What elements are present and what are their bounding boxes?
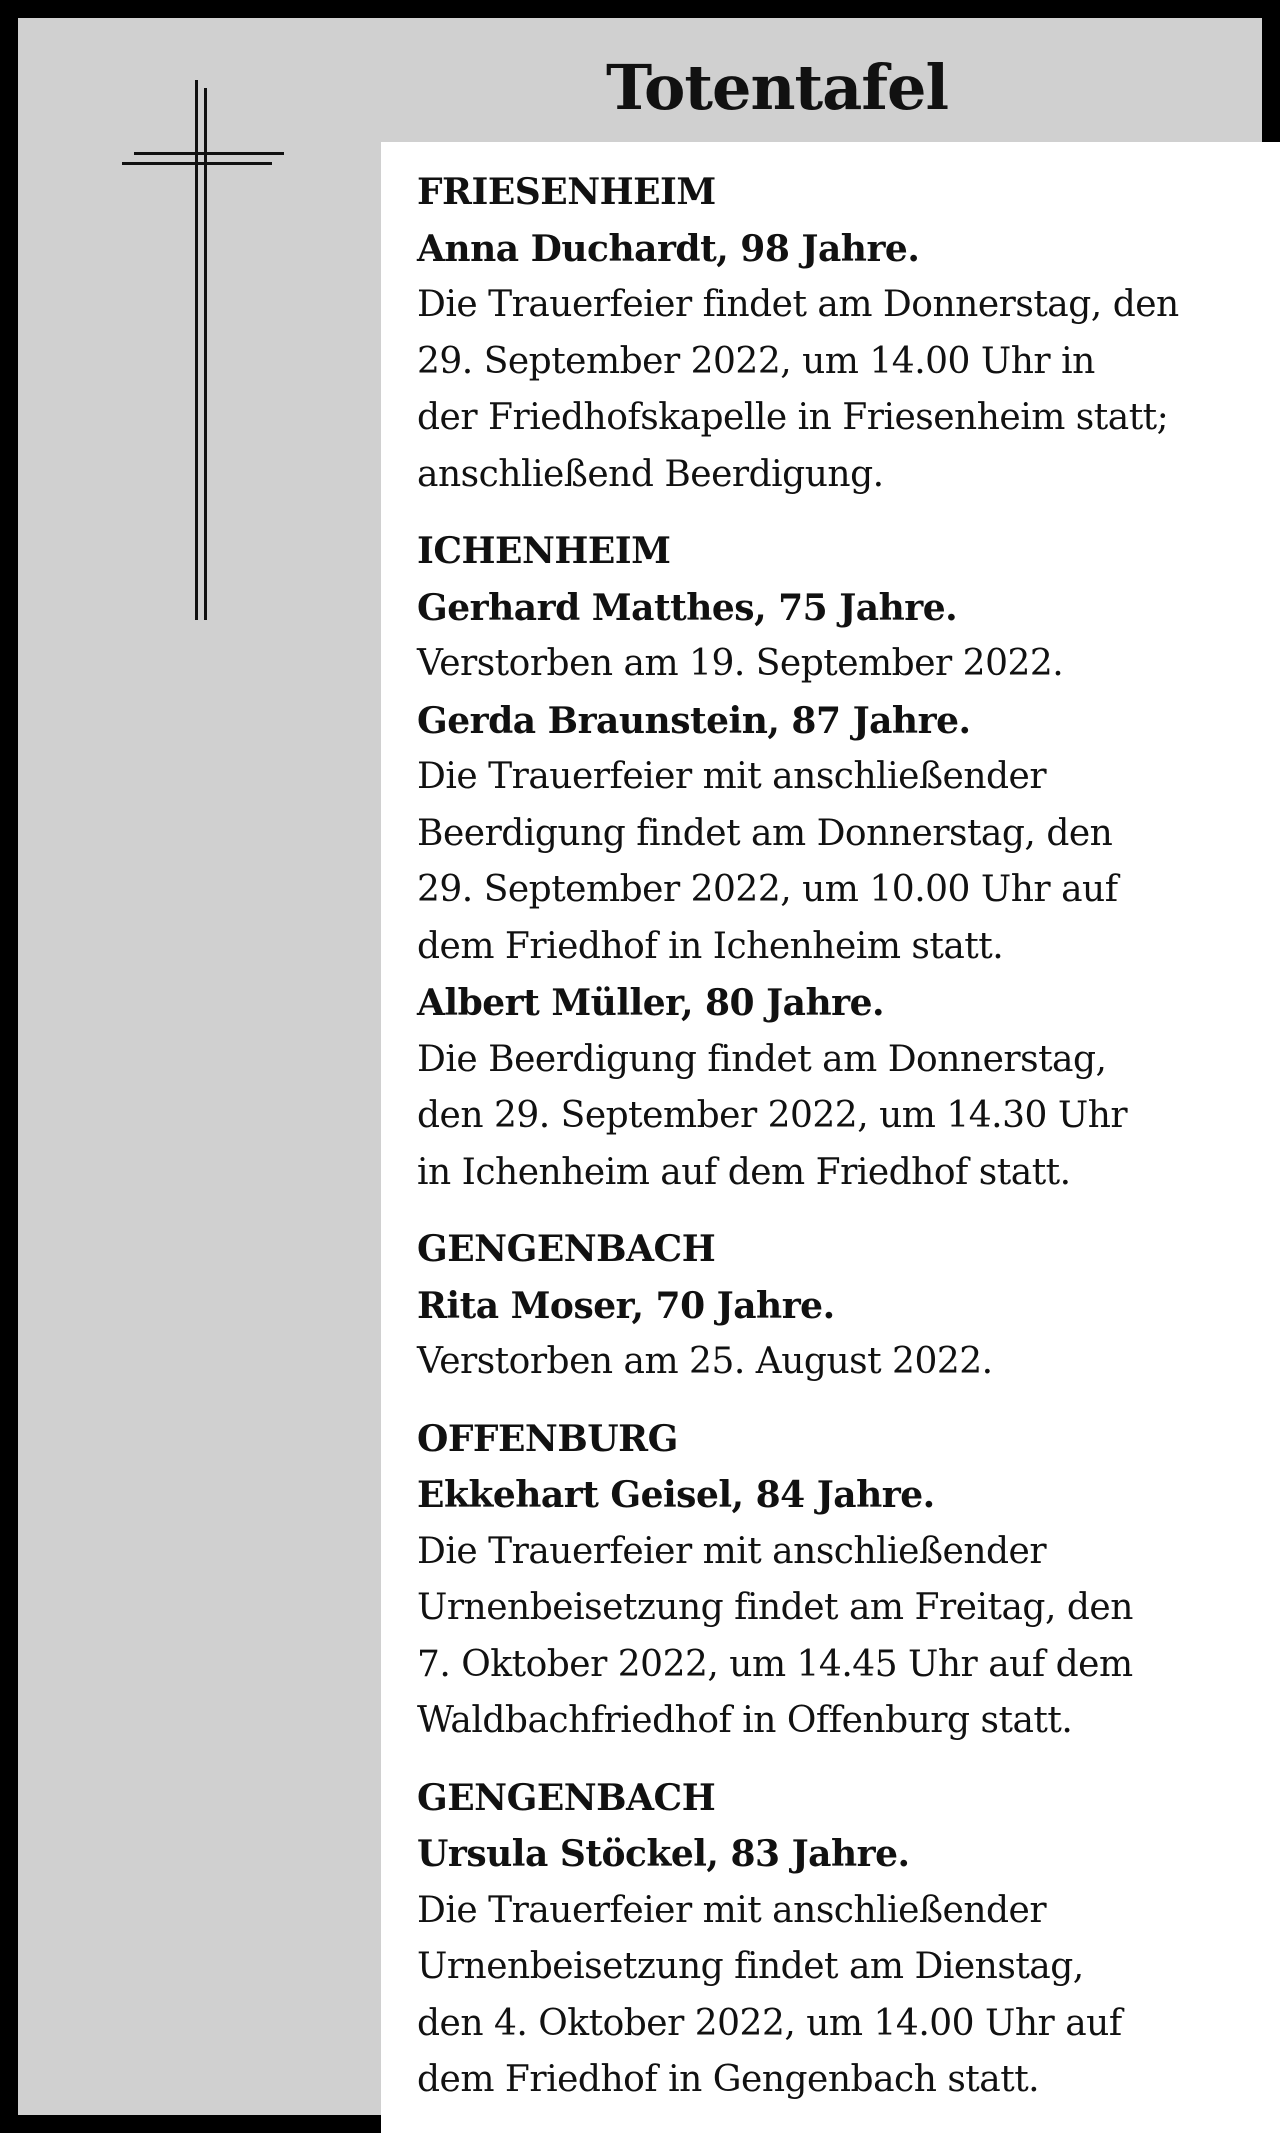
notice-text-line: Die Trauerfeier findet am Donnerstag, den [417,284,1179,325]
notice-text-line: in Ichenheim auf dem Friedhof statt. [417,1151,1071,1193]
location-block [417,1411,1270,1750]
deceased-name: Ekkehart Geisel, 84 Jahre. [417,1474,935,1516]
notice-text-line: 7. Oktober 2022, um 14.45 Uhr auf dem [417,1643,1133,1685]
deceased-name: Rita Moser, 70 Jahre. [417,1284,835,1327]
location-block [417,1221,1270,1391]
deceased-name: Albert Müller, 80 Jahre. [417,982,885,1024]
notice-text-line: den 4. Oktober 2022, um 14.00 Uhr auf [417,2002,1122,2044]
notice-text-line: der Friedhofskapelle in Friesenheim statt; [417,397,1169,438]
obituary-entry [417,693,1270,976]
notice-text-line: Beerdigung findet am Donnerstag, den [417,812,1113,854]
notice-text-line: dem Friedhof in Ichenheim statt. [417,925,1004,967]
notice-text-line: dem Friedhof in Gengenbach statt. [417,2059,1040,2100]
obituary-entry [417,975,1270,1201]
deceased-name: Gerhard Matthes, 75 Jahre. [417,586,958,629]
location-heading: FRIESENHEIM [417,171,716,213]
notice-text-line: Die Trauerfeier mit anschließender [417,1889,1047,1931]
deceased-name: Ursula Stöckel, 83 Jahre. [417,1833,910,1875]
cross-icon [120,80,285,630]
notice-text-line: den 29. September 2022, um 14.30 Uhr [417,1095,1128,1136]
obituary-entry [417,1467,1270,1750]
location-block [417,164,1270,503]
notice-text-line: Die Beerdigung findet am Donnerstag, [417,1038,1107,1080]
obituary-entry [417,580,1270,693]
notice-text-line: anschließend Beerdigung. [417,453,884,495]
location-block [417,1770,1270,2109]
obituary-entry [417,221,1270,504]
location-heading: GENGENBACH [417,1776,716,1819]
page-title: Totentafel [606,51,949,124]
notice-text-line: Die Trauerfeier mit anschließender [417,1530,1047,1572]
deceased-name: Gerda Braunstein, 87 Jahre. [417,699,971,742]
deceased-name: Anna Duchardt, 98 Jahre. [417,227,920,270]
notice-text-line: 29. September 2022, um 10.00 Uhr auf [417,869,1118,910]
notice-text-line: Die Trauerfeier mit anschließender [417,756,1047,797]
notice-text-line: 29. September 2022, um 14.00 Uhr in [417,340,1095,382]
notice-text-line: Verstorben am 25. August 2022. [417,1341,993,1382]
notice-text-line: Urnenbeisetzung findet am Dienstag, [417,1946,1084,1987]
notice-text-line: Waldbachfriedhof in Offenburg statt. [417,1700,1073,1741]
notice-text-line: Urnenbeisetzung findet am Freitag, den [417,1587,1133,1628]
location-heading: OFFENBURG [417,1417,678,1460]
obituary-entry [417,1278,1270,1391]
location-block [417,523,1270,1201]
location-heading: GENGENBACH [417,1228,716,1270]
obituary-entry [417,1826,1270,2109]
obituary-list [381,142,1280,2133]
location-heading: ICHENHEIM [417,530,671,572]
notice-text-line: Verstorben am 19. September 2022. [417,643,1064,684]
